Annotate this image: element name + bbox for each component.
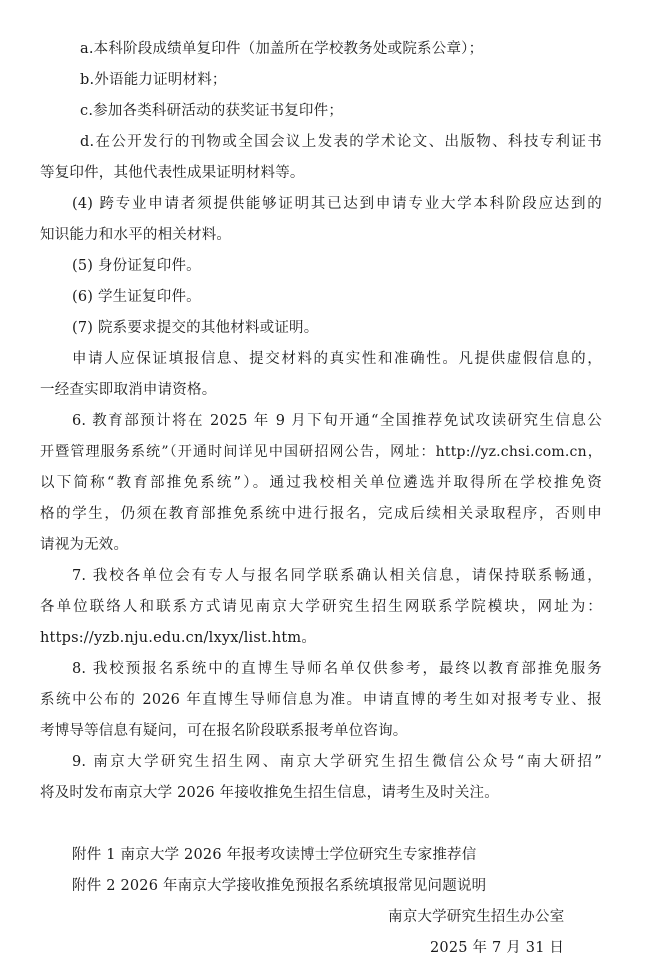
section-9-line1: 9. 南京大学研究生招生网、南京大学研究生招生微信公众号“南大研招” <box>72 754 602 770</box>
section-6-line5: 请视为无效。 <box>40 537 129 553</box>
section-6-line2: 开暨管理服务系统”（开通时间详见中国研招网公告，网址：http://yz.chsi.com.cn， <box>40 444 602 460</box>
material-item-a: a.本科阶段成绩单复印件（加盖所在学校教务处或院系公章）； <box>80 41 484 57</box>
section-9-line2: 将及时发布南京大学 2026 年接收推免生招生信息，请考生及时关注。 <box>40 785 499 801</box>
attachment-2: 附件 2 2026 年南京大学接收推免预报名系统填报常见问题说明 <box>72 878 487 894</box>
applicant-notice-line2: 一经查实即取消申请资格。 <box>40 382 217 398</box>
item-7: (7) 院系要求提交的其他材料或证明。 <box>72 320 319 336</box>
section-6-line3: 以下简称“教育部推免系统”）。通过我校相关单位遴选并取得所在学校推免资 <box>40 475 602 491</box>
section-8-line2: 系统中公布的 2026 年直博生导师信息为准。申请直博的考生如对报考专业、报 <box>40 692 602 708</box>
contact-url-link[interactable]: https://yzb.nju.edu.cn/lxyx/list.htm。 <box>40 630 317 646</box>
section-8-line1: 8. 我校预报名系统中的直博生导师名单仅供参考，最终以教育部推免服务 <box>72 661 602 677</box>
material-item-d-line1: d.在公开发行的刊物或全国会议上发表的学术论文、出版物、科技专利证书 <box>80 134 602 150</box>
material-item-c: c.参加各类科研活动的获奖证书复印件； <box>80 103 344 119</box>
item-6: (6) 学生证复印件。 <box>72 289 201 305</box>
section-7-line2: 各单位联络人和联系方式请见南京大学研究生招生网联系学院模块，网址为： <box>40 599 602 615</box>
material-item-d-line2: 等复印件，其他代表性成果证明材料等。 <box>40 165 305 181</box>
item-4-line2: 知识能力和水平的相关材料。 <box>40 227 232 243</box>
material-item-b: b.外语能力证明材料； <box>80 72 227 88</box>
section-6-line1: 6. 教育部预计将在 2025 年 9 月下旬开通“全国推荐免试攻读研究生信息公 <box>72 413 602 429</box>
signature-office: 南京大学研究生招生办公室 <box>388 909 565 925</box>
item-4-line1: (4) 跨专业申请者须提供能够证明其已达到申请专业大学本科阶段应达到的 <box>72 196 602 212</box>
section-8-line3: 考博导等信息有疑问，可在报名阶段联系报考单位咨询。 <box>40 723 408 739</box>
attachment-1: 附件 1 南京大学 2026 年报考攻读博士学位研究生专家推荐信 <box>72 847 477 863</box>
item-5: (5) 身份证复印件。 <box>72 258 201 274</box>
signature-date: 2025 年 7 月 31 日 <box>430 940 565 956</box>
section-7-line1: 7. 我校各单位会有专人与报名同学联系确认相关信息，请保持联系畅通， <box>72 568 602 584</box>
applicant-notice-line1: 申请人应保证填报信息、提交材料的真实性和准确性。凡提供虚假信息的， <box>72 351 602 367</box>
section-6-line4: 格的学生，仍须在教育部推免系统中进行报名，完成后续相关录取程序，否则申 <box>40 506 602 522</box>
